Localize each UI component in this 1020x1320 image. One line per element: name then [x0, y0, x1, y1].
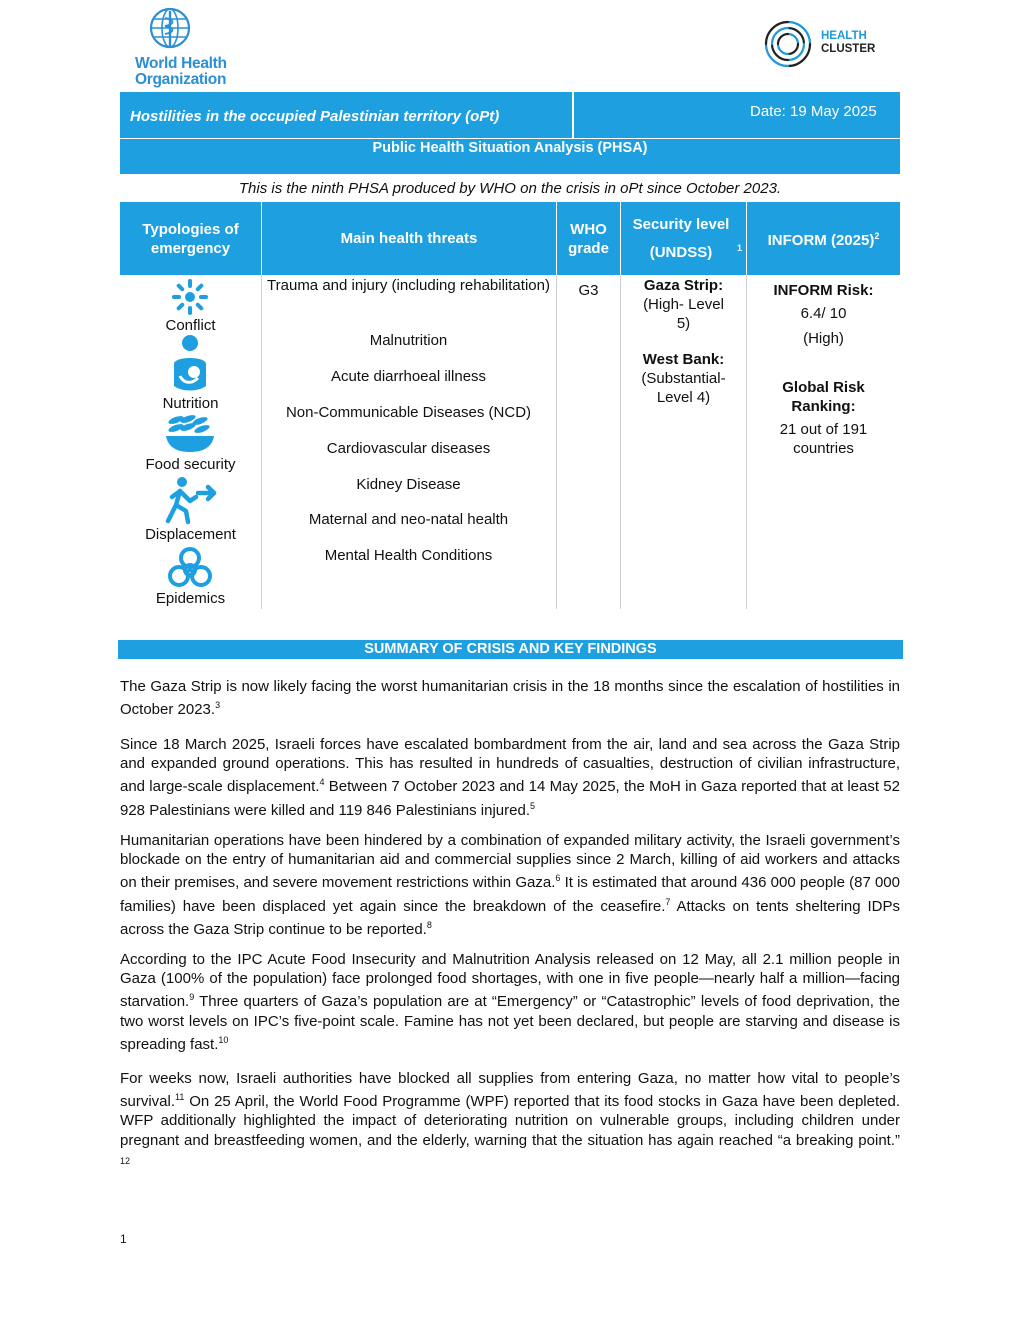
paragraph-text: The Gaza Strip is now likely facing the worst humanitarian crisis in the 18 months since the escalation of hostilities in October 2023. [120, 678, 900, 719]
header-inform-label [768, 227, 880, 250]
paragraph [120, 735, 900, 820]
header-grade-label: WHO grade [568, 220, 609, 257]
paragraph [120, 677, 900, 719]
paragraph-text: On 25 April, the World Food Programme (WPF) reported that its food stocks in Gaza have been depleted. WFP additionally highlighted the impact of deteriorating nutrition on vulnerable groups, including children under pregnant and breastfeeding women, and the elderly, warning that the situation has again reached “a breaking point.” [120, 1093, 900, 1149]
intro-text: This is the ninth PHSA produced by WHO on the crisis in oPt since October 2023. [238, 180, 782, 197]
paragraph [120, 831, 900, 939]
footnote-ref: 5 [530, 800, 536, 811]
header-security-text: Security level (UNDSS) [632, 215, 730, 261]
conflict-icon [170, 277, 210, 317]
footnote-ref: 3 [215, 700, 221, 711]
threat-item: Malnutrition [369, 332, 448, 349]
health-cluster-icon [760, 16, 816, 72]
footnote-ref: 6 [555, 873, 561, 884]
inform-risk-label: INFORM Risk: [773, 282, 874, 299]
subtitle-band [120, 138, 900, 174]
inform-risk [747, 281, 900, 348]
footnote-ref: 4 [319, 777, 325, 788]
emergency-nutrition: Nutrition [162, 395, 219, 412]
security-gaza [635, 276, 732, 333]
column-divider [620, 275, 621, 609]
who-emblem-icon [148, 6, 192, 50]
threat-item: Acute diarrhoeal illness [330, 368, 487, 385]
summary-heading: SUMMARY OF CRISIS AND KEY FINDINGS [118, 640, 903, 659]
threat-item: Cardiovascular diseases [326, 440, 491, 457]
health-cluster-logo [760, 16, 895, 72]
document-subtitle: Public Health Situation Analysis (PHSA) [372, 140, 648, 156]
inform-ranking-value: 21 out of 191 countries [779, 421, 868, 457]
header-typologies-label: Typologies of emergency [142, 220, 239, 257]
column-divider [556, 275, 557, 609]
threat-item: Maternal and neo-natal health [308, 511, 509, 528]
threat-item: Kidney Disease [356, 476, 461, 493]
header-security-label [625, 211, 742, 267]
threat-item: Trauma and injury (including rehabilitation) [267, 277, 550, 294]
displacement-icon [162, 475, 218, 525]
inform-risk-value: 6.4/ 10 [800, 305, 847, 322]
footnote-ref: 10 [218, 1034, 229, 1045]
footnote-ref: 9 [189, 992, 195, 1003]
security-wb-label: West Bank: [642, 351, 725, 368]
footnote-ref: 8 [426, 919, 432, 930]
header-inform-sup: 2 [874, 231, 880, 241]
who-line2: Organization [135, 71, 227, 88]
security-west-bank [628, 350, 739, 407]
header-threats [262, 202, 556, 275]
footnote-ref: 7 [665, 896, 671, 907]
health-cluster-wordmark [821, 30, 875, 56]
who-wordmark [135, 56, 227, 88]
paragraph-text: According to the IPC Acute Food Insecurity and Malnutrition Analysis released on 12 May, all 2.1 million people in Gaza (100% of the population) face prolonged food shortages, with one in five people—nearly half a million—facing starvation. [120, 951, 900, 1011]
emergency-food-security: Food security [145, 456, 236, 473]
paragraph [120, 1069, 900, 1175]
paragraph-text: Attacks on tents sheltering IDPs across the Gaza Strip continue to be reported. [120, 897, 900, 938]
title-divider [572, 92, 574, 138]
threat-item: Non-Communicable Diseases (NCD) [285, 404, 532, 421]
document-title: Hostilities in the occupied Palestinian territory (oPt) [130, 108, 500, 125]
header-security [621, 202, 746, 275]
header-threats-label: Main health threats [340, 230, 478, 247]
inform-risk-level: (High) [803, 330, 844, 347]
security-gaza-value: (High- Level 5) [643, 296, 724, 332]
food-security-icon [162, 412, 218, 454]
table-body [120, 275, 900, 609]
table-header [120, 202, 900, 275]
emergency-epidemics: Epidemics [155, 590, 226, 607]
header-security-sup: 1 [736, 242, 742, 253]
paragraph-text: It is estimated that around 436 000 people (87 000 families) have been displaced yet again since the breakdown of the ceasefire. [120, 874, 900, 915]
epidemics-icon [165, 545, 215, 591]
paragraph-text: Between 7 October 2023 and 14 May 2025, the MoH in Gaza reported that at least 52 928 Palestinians were killed and 119 846 Palestinians injured. [120, 778, 900, 819]
who-line1: World Health [135, 55, 227, 72]
nutrition-icon [168, 334, 212, 394]
header-inform-text: INFORM (2025) [767, 232, 875, 249]
inform-ranking [760, 378, 887, 458]
threat-item: Mental Health Conditions [324, 547, 493, 564]
emergency-displacement: Displacement [145, 526, 236, 543]
page-number: 1 [120, 1232, 127, 1246]
date-box [580, 92, 900, 132]
emergency-conflict: Conflict [165, 317, 216, 334]
inform-ranking-label: Global Risk Ranking: [782, 379, 865, 415]
who-logo [132, 6, 232, 90]
security-gaza-label: Gaza Strip: [643, 277, 724, 294]
document-date: Date: 19 May 2025 [750, 103, 877, 120]
header-grade [557, 202, 620, 275]
footnote-ref: 11 [175, 1092, 185, 1103]
paragraph-text: Humanitarian operations have been hindered by a combination of expanded military activity, the Israeli government’s blockade on the entry of humanitarian aid and commercial supplies since 2 March, killing of aid workers and attacks on their premises, and severe movement restrictions within Gaza. [120, 832, 900, 892]
paragraph-text: Since 18 March 2025, Israeli forces have escalated bombardment from the air, land and sea across the Gaza Strip and expanded ground operations. This has resulted in hundreds of casualties, destruction of civilian infrastructure, and large-scale displacement. [120, 736, 900, 796]
hc-line2: CLUSTER [821, 43, 876, 55]
hc-line1: HEALTH [821, 30, 867, 42]
paragraph-text: Three quarters of Gaza’s population are at “Emergency” or “Catastrophic” levels of food deprivation, the two worst levels on IPC’s five-point scale. Famine has not yet been declared, but people are starving and disease is spreading fast. [120, 993, 900, 1053]
title-band [120, 92, 900, 138]
security-wb-value: (Substantial-Level 4) [641, 370, 726, 406]
paragraph [120, 950, 900, 1054]
footnote-ref: 12 [120, 1155, 131, 1166]
paragraph-text: For weeks now, Israeli authorities have blocked all supplies from entering Gaza, no matter how vital to people’s survival. [120, 1070, 900, 1111]
who-grade-value: G3 [578, 282, 599, 299]
header-typologies [120, 202, 261, 275]
header-inform [747, 202, 900, 275]
